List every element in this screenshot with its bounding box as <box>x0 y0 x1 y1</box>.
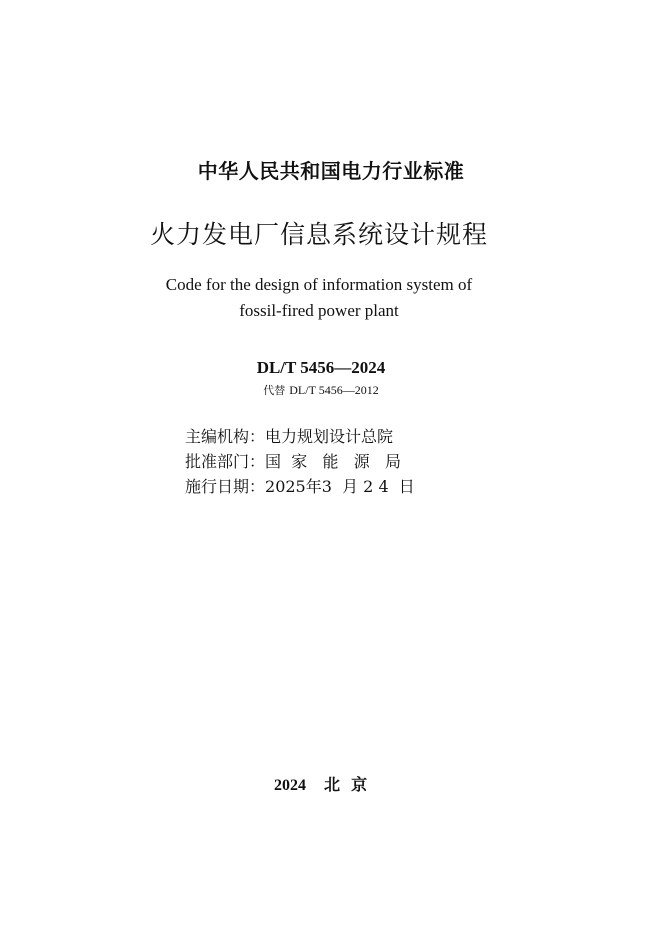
publication-info <box>274 772 367 795</box>
replaces-standard <box>0 382 652 398</box>
replaces-label: 代替 <box>263 384 286 397</box>
document-title-en-line2: fossil-fired power plant <box>239 301 399 320</box>
approver-label: 批准部门： <box>185 452 266 471</box>
editor-row <box>185 427 393 447</box>
effective-date-row <box>185 477 415 497</box>
editor-label: 主编机构： <box>185 427 266 446</box>
standard-number: DL/T 5456—2024 <box>256 358 386 377</box>
effective-date-value: 2025年3 月 2 4 日 <box>265 477 415 496</box>
replaces-number: DL/T 5456—2012 <box>289 383 379 397</box>
publish-city: 北 京 <box>324 775 368 794</box>
effective-date-label: 施行日期： <box>185 477 266 496</box>
document-title-en-line1: Code for the design of information system of <box>165 275 473 294</box>
document-title-zh: 火力发电厂信息系统设计规程 <box>149 220 488 249</box>
series-title: 中华人民共和国电力行业标准 <box>197 159 465 183</box>
publish-year: 2024 <box>274 777 306 794</box>
editor-value: 电力规划设计总院 <box>265 427 394 446</box>
approver-value: 国 家 能 源 局 <box>265 452 401 471</box>
approver-row <box>185 452 401 472</box>
